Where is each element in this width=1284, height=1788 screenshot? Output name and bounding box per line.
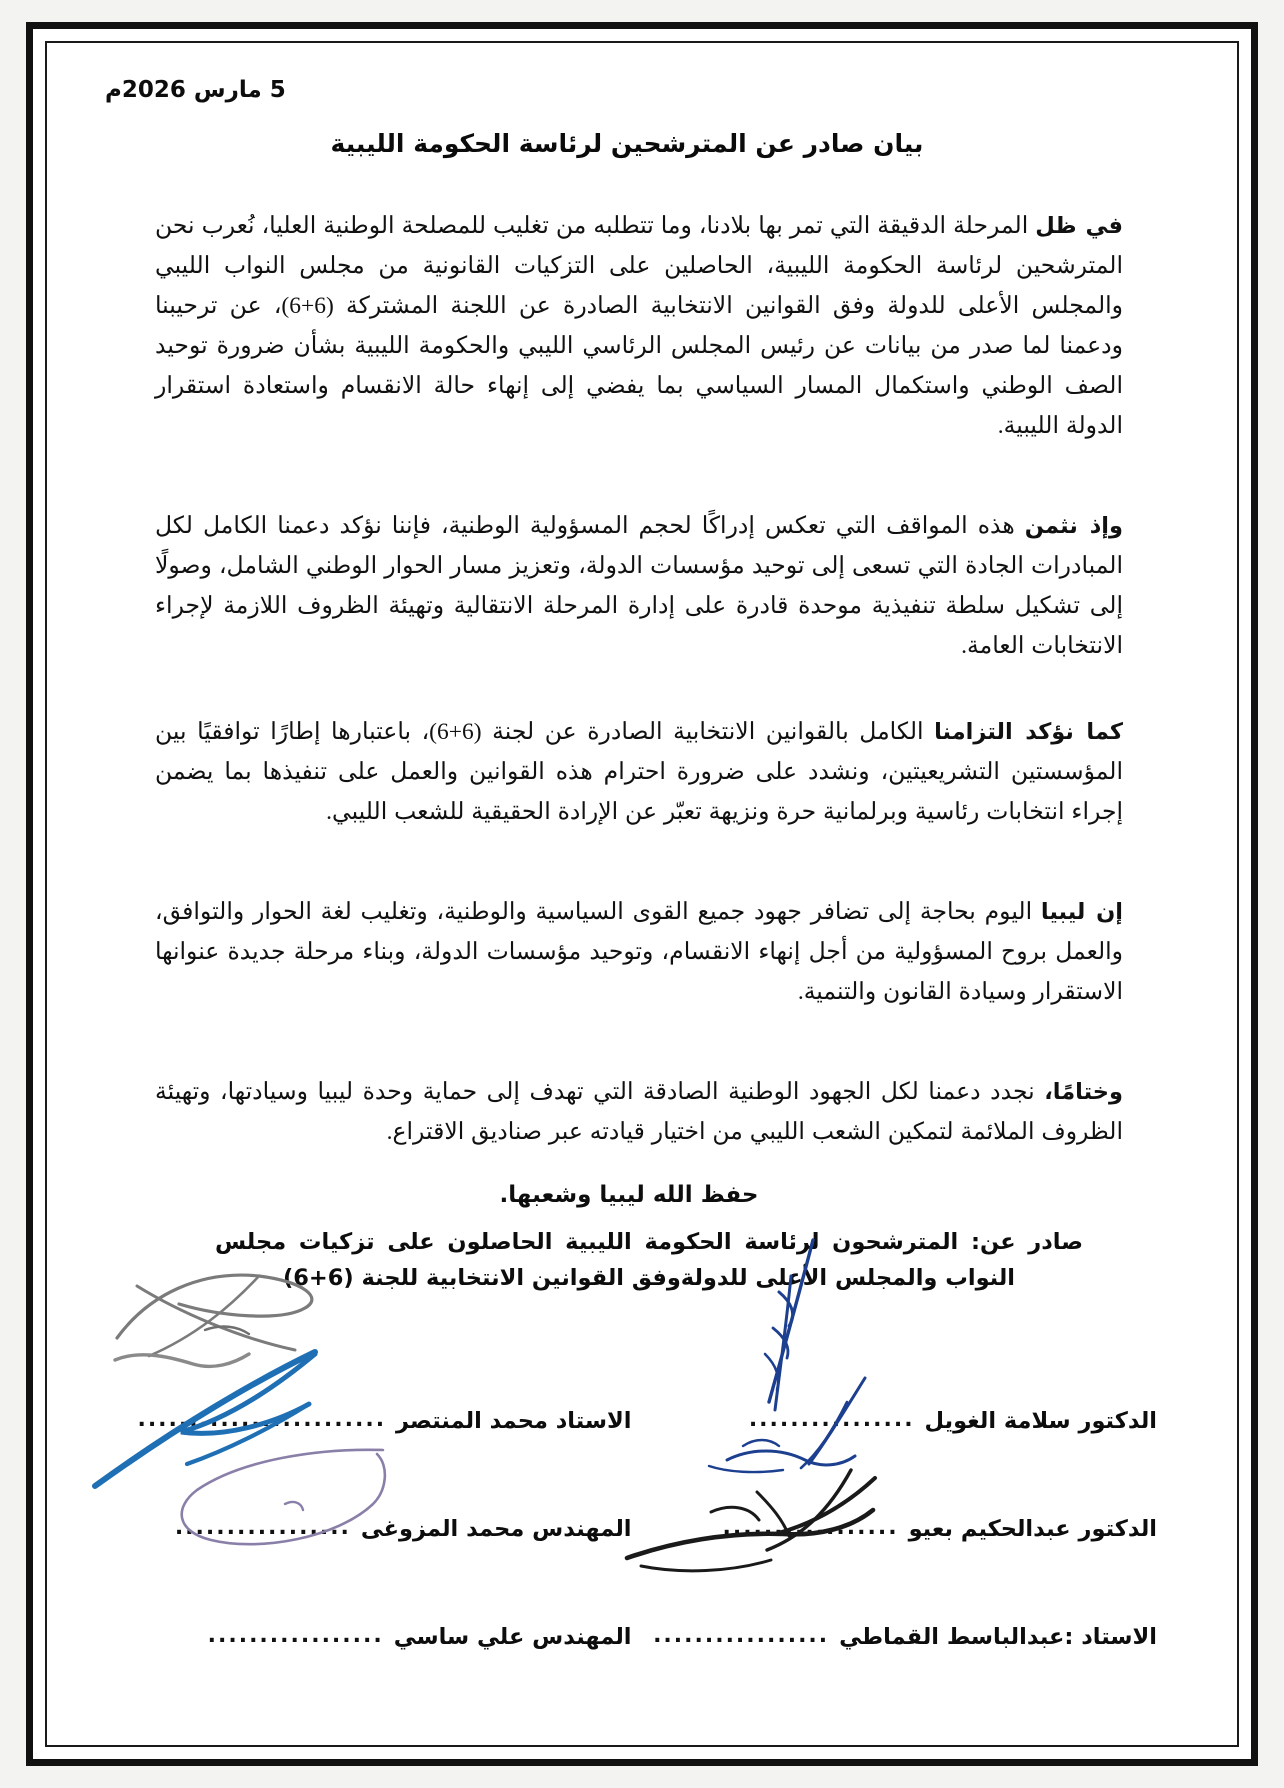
closing-line: حفظ الله ليبيا وشعبها. — [499, 1182, 759, 1208]
signature-line[interactable]: ........................ — [137, 1407, 387, 1432]
signer-name: الاستاد محمد المنتصر — [396, 1408, 632, 1434]
signature-line[interactable]: ................. — [174, 1515, 351, 1540]
paragraph-2-text: هذه المواقف التي تعكس إدراكًا لحجم المسؤولية الوطنية، فإننا نؤكد دعمنا الكامل لكل المبادرات الجادة التي تسعى إلى توحيد مؤسسات الدولة، وتعزيز مسار الحوار الوطني الشامل، وصولًا إلى تشكيل سلطة تنفيذية موحدة قادرة على إدارة المرحلة الانتقالية وتهيئة الظروف اللازمة لإجراء الانتخابات العامة. — [155, 513, 1123, 659]
page-title: بيان صادر عن المترشحين لرئاسة الحكومة الليبية — [330, 129, 924, 158]
paragraph-3 — [155, 712, 1123, 832]
signature-area — [99, 1326, 1185, 1656]
signature-cell-alqammati — [643, 1624, 1168, 1650]
paragraph-5-lead: وختامًا، — [1044, 1079, 1123, 1105]
paragraph-1-text: المرحلة الدقيقة التي تمر بها بلادنا، وما تتطلبه من تغليب للمصلحة الوطنية العليا، نُعرب نحن المترشحين لرئاسة الحكومة الليبية، الحاصلين على التزكيات القانونية من مجلس النواب الليبي والمجلس الأعلى للدولة وفق القوانين الانتخابية الصادرة عن اللجنة المشتركة (6+6)، عن ترحيبنا ودعمنا لما صدر من بيانات عن رئيس المجلس الرئاسي الليبي والحكومة الليبية بشأن ضرورة توحيد الصف الوطني واستكمال المسار السياسي بما يفضي إلى إنهاء حالة الانقسام واستعادة استقرار الدولة الليبية. — [155, 213, 1123, 439]
signature-cell-baiou — [643, 1516, 1168, 1542]
signer-name: المهندس محمد المزوغى — [360, 1516, 632, 1542]
signature-cell-sasi — [117, 1624, 636, 1650]
signature-row — [117, 1434, 1167, 1542]
paragraph-4-text: اليوم بحاجة إلى تضافر جهود جميع القوى السياسية والوطنية، وتغليب لغة الحوار والتوافق، والعمل بروح المسؤولية من أجل إنهاء الانقسام، وتوحيد مؤسسات الدولة، وبناء مرحلة جديدة عنوانها الاستقرار وسيادة القانون والتنمية. — [155, 899, 1123, 1005]
signer-name: الاستاد :عبدالباسط القماطي — [839, 1624, 1157, 1650]
signature-row — [117, 1326, 1167, 1434]
signature-cell-ghwail — [643, 1408, 1168, 1434]
document-date: 5 مارس 2026م — [105, 77, 286, 103]
paragraph-3-lead: كما نؤكد التزامنا — [934, 719, 1123, 745]
signature-line[interactable]: ................ — [748, 1407, 915, 1432]
paragraph-4-lead: إن ليبيا — [1040, 899, 1123, 925]
paragraph-1-lead: في ظل — [1035, 213, 1123, 239]
signature-line[interactable]: ................. — [653, 1623, 830, 1648]
paragraph-5-text: نجدد دعمنا لكل الجهود الوطنية الصادقة التي تهدف إلى حماية وحدة ليبيا وسيادتها، وتهيئة الظروف الملائمة لتمكين الشعب الليبي من اختيار قيادته عبر صناديق الاقتراع. — [155, 1079, 1123, 1145]
signature-cell-almuntasir — [117, 1408, 636, 1434]
paragraph-2-lead: وإذ نثمن — [1024, 513, 1123, 539]
signer-name: الدكتور عبدالحكيم بعيو — [908, 1516, 1157, 1542]
signature-cell-almazoughi — [117, 1516, 636, 1542]
signer-name: الدكتور سلامة الغويل — [924, 1408, 1157, 1434]
paragraph-1 — [155, 206, 1123, 446]
page-border-inner — [45, 41, 1239, 1747]
document-body — [99, 206, 1185, 1296]
page-border-outer — [26, 22, 1258, 1766]
paragraph-3-text: الكامل بالقوانين الانتخابية الصادرة عن لجنة (6+6)، باعتبارها إطارًا توافقيًا بين المؤسستين التشريعيتين، ونشدد على ضرورة احترام هذه القوانين والعمل على تنفيذها بما يضمن إجراء انتخابات رئاسية وبرلمانية حرة ونزيهة تعبّر عن الإرادة الحقيقية للشعب الليبي. — [155, 719, 1123, 825]
paragraph-2 — [155, 506, 1123, 666]
signer-name: المهندس علي ساسي — [393, 1624, 632, 1650]
paragraph-5 — [155, 1072, 1123, 1152]
signature-line[interactable]: ................. — [207, 1623, 384, 1648]
signature-line[interactable]: ................. — [722, 1515, 899, 1540]
issued-by-block: صادر عن: المترشحون لرئاسة الحكومة الليبية الحاصلون على تزكيات مجلس النواب والمجلس الأعلى للدولةوفق القوانين الانتخابية للجنة (6+6) — [215, 1229, 1083, 1291]
paragraph-4 — [155, 892, 1123, 1012]
document-content — [47, 43, 1237, 1745]
signature-row — [117, 1542, 1167, 1650]
